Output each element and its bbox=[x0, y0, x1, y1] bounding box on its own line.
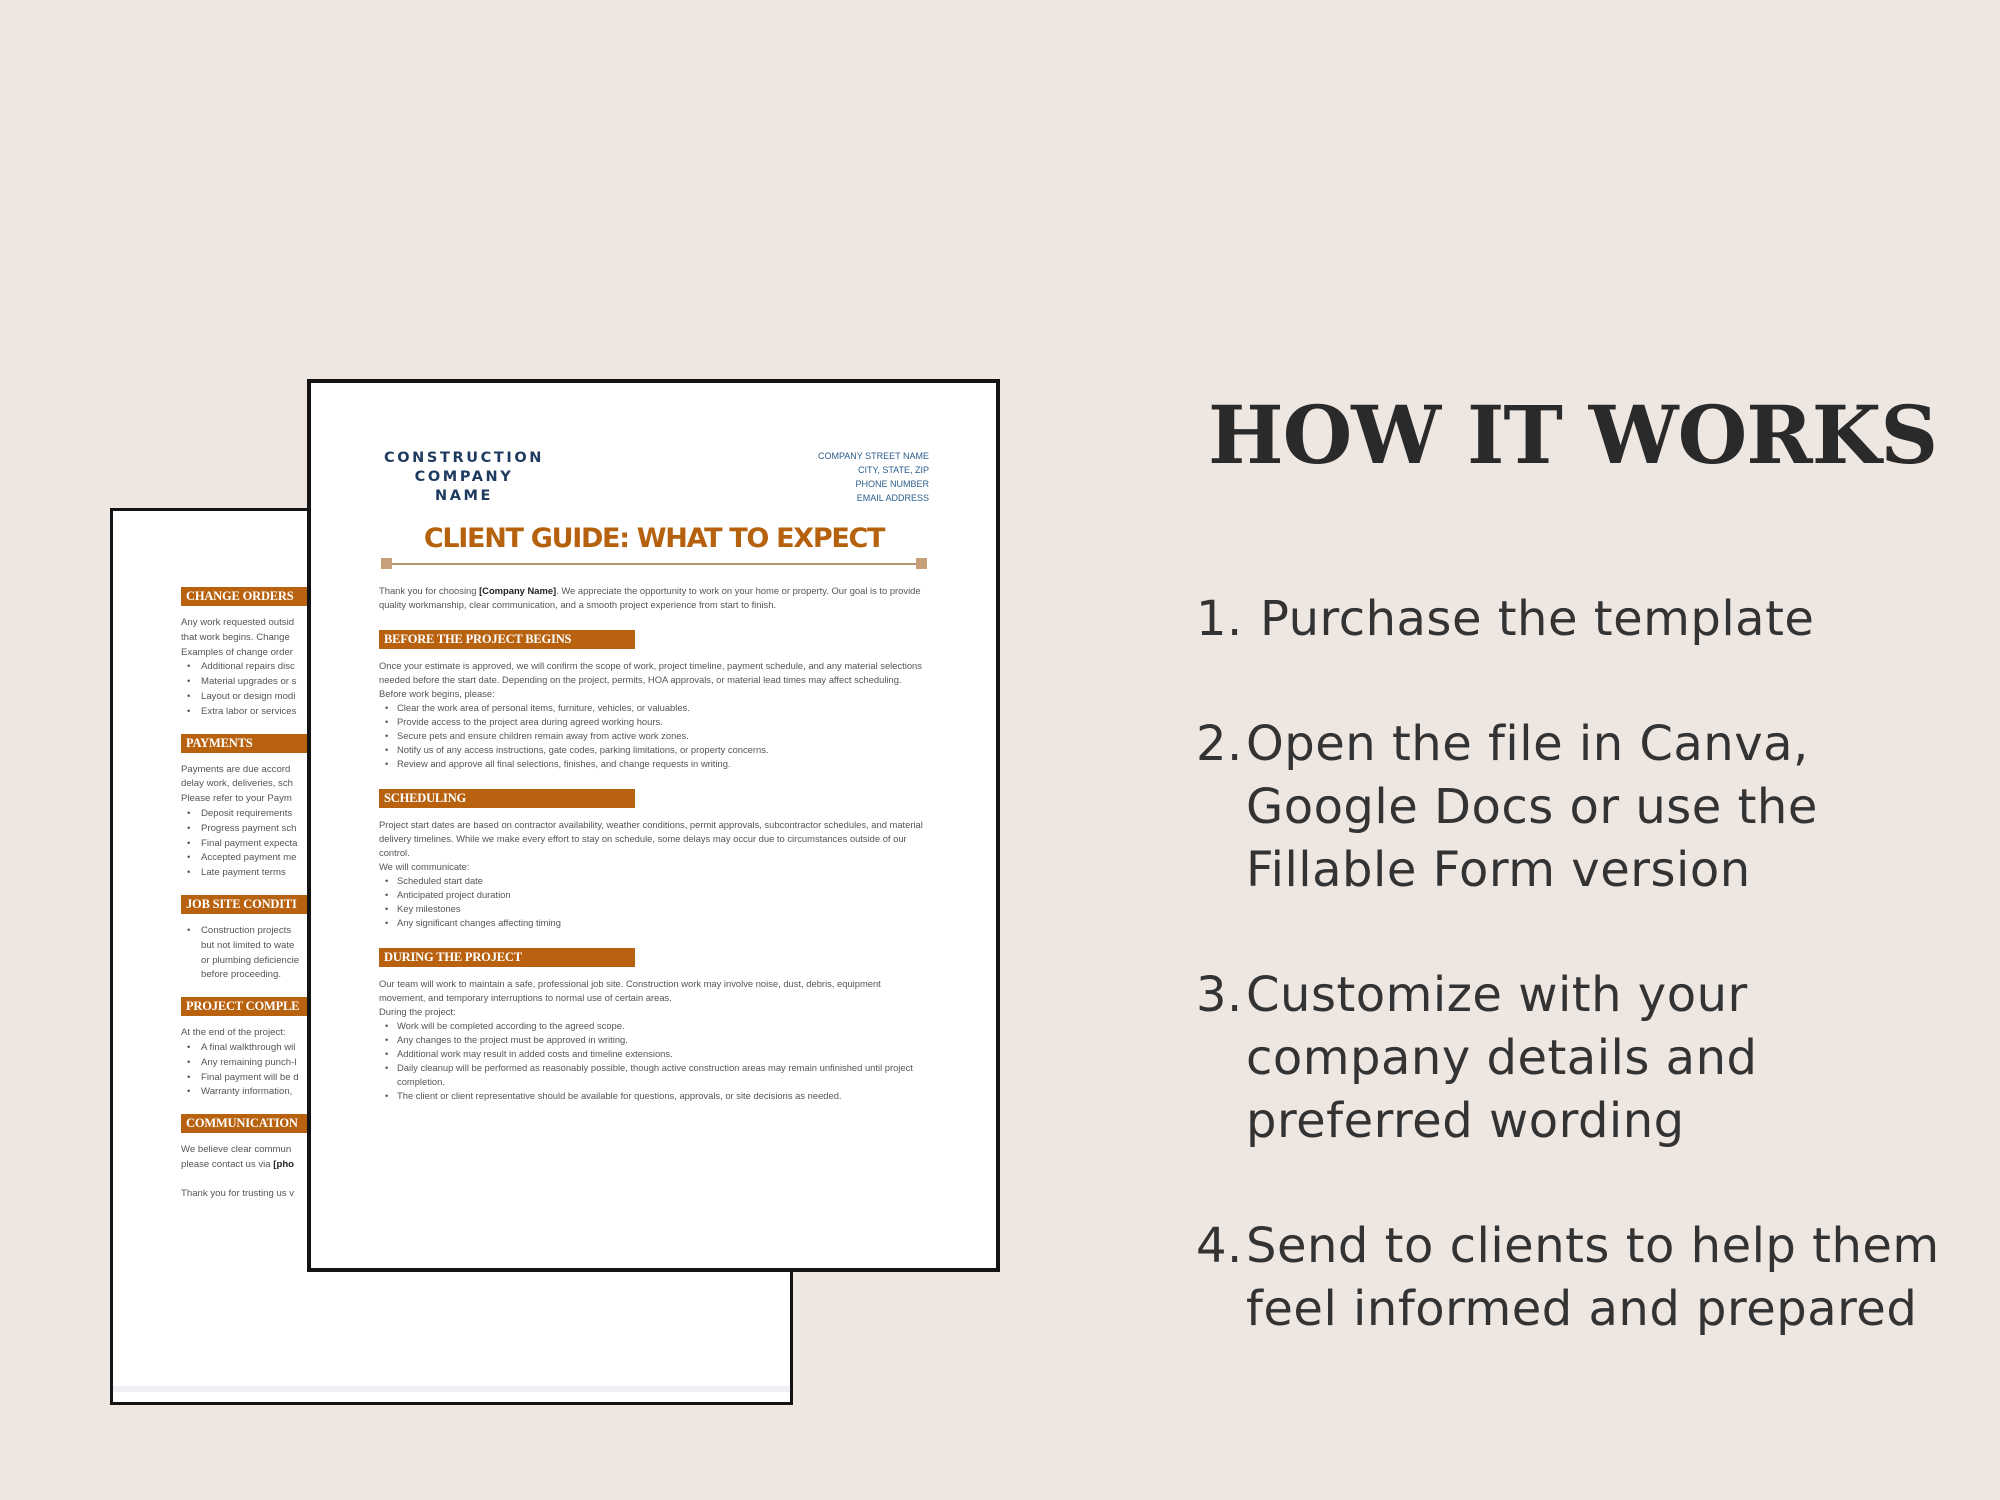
bullet-item: • Key milestones bbox=[379, 902, 929, 916]
bullet-item: • Final payment expecta bbox=[181, 837, 741, 852]
bullet-list bbox=[379, 874, 929, 930]
bullet-item: • Final payment will be d bbox=[181, 1071, 741, 1086]
step-number: 1. bbox=[1196, 591, 1243, 647]
step-item bbox=[1196, 1215, 1976, 1341]
bullet-item: • Warranty information, bbox=[181, 1085, 741, 1100]
section-lead: Before work begins, please: bbox=[379, 688, 495, 699]
company-name bbox=[379, 449, 549, 506]
address-line: COMPANY STREET NAME bbox=[817, 451, 929, 461]
contact-placeholder: [pho bbox=[273, 1158, 295, 1170]
bullet-item: • The client or client representative should be available for questions, approvals, or site decisions as needed. bbox=[379, 1089, 929, 1103]
bullet-item: • Notify us of any access instructions, gate codes, parking limitations, or property concerns. bbox=[379, 743, 929, 757]
bullet-item: • Construction projects bbox=[181, 924, 741, 939]
bullet-item: • Extra labor or services bbox=[181, 705, 741, 720]
company-name-line: CONSTRUCTION bbox=[384, 450, 544, 466]
bullet-item: • Additional repairs disc bbox=[181, 660, 741, 675]
bullet-continuation: or plumbing deficiencie bbox=[201, 954, 300, 966]
bullet-item: • Accepted payment me bbox=[181, 851, 741, 866]
section-heading: BEFORE THE PROJECT BEGINS bbox=[379, 630, 635, 649]
section-line: delay work, deliveries, sch bbox=[181, 778, 293, 790]
section-paragraph: Once your estimate is approved, we will confirm the scope of work, project timeline, payment schedule, and any material selections needed before the start date. Depending on the project, permits, HOA approvals, or material lead times may affect scheduling. bbox=[379, 660, 922, 685]
section-heading: DURING THE PROJECT bbox=[379, 948, 635, 967]
document-title: CLIENT GUIDE: WHAT TO EXPECT bbox=[423, 523, 885, 554]
company-placeholder: [Company Name] bbox=[479, 585, 557, 596]
bullet-item: • Work will be completed according to the agreed scope. bbox=[379, 1019, 929, 1033]
bullet-item: • Deposit requirements bbox=[181, 807, 741, 822]
company-address bbox=[818, 449, 929, 505]
how-it-works-heading: HOW IT WORKS bbox=[1208, 388, 1938, 482]
bullet-item: • Layout or design modi bbox=[181, 690, 741, 705]
section-heading: CHANGE ORDERS bbox=[181, 587, 437, 606]
intro-text: Thank you for choosing bbox=[379, 585, 480, 596]
step-text: Send to clients to help them feel informed and prepared bbox=[1246, 1218, 1940, 1337]
steps-list bbox=[1196, 588, 1976, 1403]
step-number: 4. bbox=[1196, 1218, 1243, 1274]
bullet-list bbox=[379, 701, 929, 771]
bullet-item: • Late payment terms bbox=[181, 866, 741, 881]
step-text: Customize with your company details and preferred wording bbox=[1246, 967, 1758, 1149]
bullet-item: • Daily cleanup will be performed as reasonably possible, though active construction areas may remain unfinished until project completion. bbox=[379, 1061, 929, 1089]
bullet-item: • Clear the work area of personal items, furniture, vehicles, or valuables. bbox=[379, 701, 929, 715]
divider-cap-left bbox=[381, 558, 392, 569]
bullet-item: • Progress payment sch bbox=[181, 822, 741, 837]
section-lead: We will communicate: bbox=[379, 861, 470, 872]
section-heading: JOB SITE CONDITI bbox=[181, 895, 437, 914]
bullet-item: • Provide access to the project area during agreed working hours. bbox=[379, 715, 929, 729]
step-text: Open the file in Canva, Google Docs or use the Fillable Form version bbox=[1246, 716, 1818, 898]
section-heading: SCHEDULING bbox=[379, 789, 635, 808]
bullet-item: • Any significant changes affecting timing bbox=[379, 916, 929, 930]
section-paragraph: Project start dates are based on contractor availability, weather conditions, permit approvals, subcontractor schedules, and material delivery timelines. While we make every effort to stay on schedule, some delays may occur due to circumstances outside of our control. bbox=[379, 819, 923, 858]
section-line: We believe clear commun bbox=[181, 1144, 292, 1156]
step-item bbox=[1196, 713, 1976, 902]
bullet-item: • Review and approve all final selections, finishes, and change requests in writing. bbox=[379, 757, 929, 771]
section-paragraph: Our team will work to maintain a safe, professional job site. Construction work may involve noise, dust, debris, equipment movement, and temporary interruptions to normal use of certain areas. bbox=[379, 978, 881, 1003]
divider-line bbox=[387, 563, 921, 565]
bullet-item: • Additional work may result in added costs and timeline extensions. bbox=[379, 1047, 929, 1061]
section-heading: PROJECT COMPLE bbox=[181, 997, 437, 1016]
step-item bbox=[1196, 964, 1976, 1153]
intro-paragraph bbox=[379, 584, 929, 612]
section-line: At the end of the project: bbox=[181, 1027, 286, 1039]
bullet-continuation: before proceeding. bbox=[201, 969, 282, 981]
bullet-item: • Material upgrades or s bbox=[181, 675, 741, 690]
bullet-list bbox=[379, 1019, 929, 1103]
step-item bbox=[1196, 588, 1976, 651]
bullet-continuation: but not limited to wate bbox=[201, 939, 295, 951]
bullet-item: • Secure pets and ensure children remain away from active work zones. bbox=[379, 729, 929, 743]
bullet-item: • Anticipated project duration bbox=[379, 888, 929, 902]
address-line: EMAIL ADDRESS bbox=[856, 493, 929, 503]
step-number: 2. bbox=[1196, 716, 1243, 772]
bullet-item: • Scheduled start date bbox=[379, 874, 929, 888]
address-line: PHONE NUMBER bbox=[855, 479, 929, 489]
title-divider bbox=[381, 558, 927, 570]
section-heading: COMMUNICATION bbox=[181, 1114, 437, 1133]
page-footer-strip bbox=[113, 1386, 790, 1392]
front-page-content bbox=[379, 449, 929, 1103]
step-text: Purchase the template bbox=[1260, 591, 1815, 647]
section-line: Examples of change order bbox=[181, 646, 293, 658]
divider-cap-right bbox=[916, 558, 927, 569]
bullet-item: • Any changes to the project must be approved in writing. bbox=[379, 1033, 929, 1047]
section-line: Any work requested outsid bbox=[181, 617, 295, 628]
address-line: CITY, STATE, ZIP bbox=[857, 465, 929, 475]
section-line: Please refer to your Paym bbox=[181, 793, 292, 805]
step-number: 3. bbox=[1196, 967, 1243, 1023]
company-name-line: COMPANY bbox=[414, 469, 514, 485]
section-lead: During the project: bbox=[379, 1006, 456, 1017]
company-name-line: NAME bbox=[434, 488, 494, 504]
letterhead bbox=[379, 449, 929, 506]
section-line: that work begins. Change bbox=[181, 631, 290, 643]
section-line: Payments are due accord bbox=[181, 763, 291, 775]
front-document-page bbox=[307, 379, 1000, 1272]
bullet-item: • Any remaining punch-l bbox=[181, 1056, 741, 1071]
bullet-item: • A final walkthrough wil bbox=[181, 1041, 741, 1056]
contact-line-text: please contact us via bbox=[181, 1158, 274, 1170]
section-heading: PAYMENTS bbox=[181, 734, 437, 753]
closing-line: Thank you for trusting us v bbox=[181, 1187, 295, 1199]
intro-text: . We appreciate the opportunity to work on your home or property. Our goal is to provide quality workmanship, clear communication, and a smooth project experience from start to finish. bbox=[379, 585, 921, 610]
